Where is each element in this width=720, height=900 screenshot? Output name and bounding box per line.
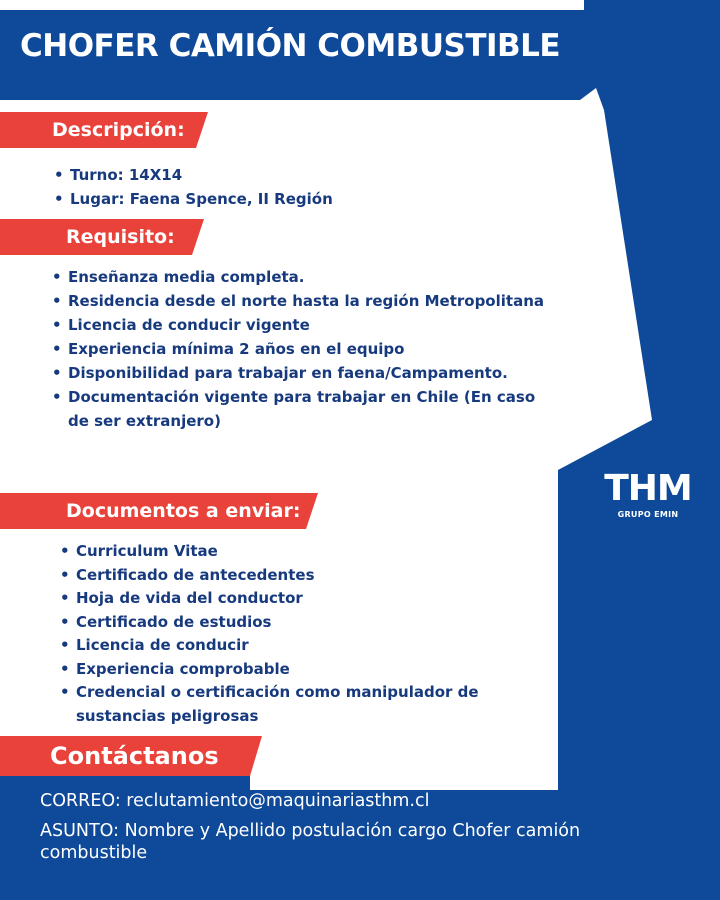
page-title: CHOFER CAMIÓN COMBUSTIBLE	[20, 28, 561, 64]
descripcion-list	[54, 163, 333, 211]
contacto-label	[0, 736, 262, 776]
list-item: • Turno: 14X14	[54, 163, 333, 187]
contact-email: CORREO: reclutamiento@maquinariasthm.cl	[40, 791, 430, 811]
logo-subtitle: GRUPO EMIN	[617, 510, 679, 519]
requisito-label	[0, 219, 204, 255]
documentos-label	[0, 493, 318, 529]
list-item: • Certificado de antecedentes	[60, 564, 530, 588]
list-item: • Curriculum Vitae	[60, 540, 530, 564]
descripcion-label	[0, 112, 208, 148]
list-item: • Experiencia mínima 2 años en el equipo	[52, 337, 552, 361]
list-item: • Licencia de conducir	[60, 634, 530, 658]
list-item: • Documentación vigente para trabajar en Chile (En caso de ser extranjero)	[52, 385, 552, 433]
list-item: • Credencial o certificación como manipulador de sustancias peligrosas	[60, 681, 530, 728]
requisito-list	[52, 265, 552, 433]
logo-name: THM	[604, 468, 692, 509]
list-item: • Residencia desde el norte hasta la región Metropolitana	[52, 289, 552, 313]
descripcion-label-text: Descripción:	[52, 119, 185, 141]
list-item: • Licencia de conducir vigente	[52, 313, 552, 337]
contact-subject: ASUNTO: Nombre y Apellido postulación cargo Chofer camión combustible	[40, 821, 581, 863]
contacto-label-text: Contáctanos	[50, 742, 219, 770]
list-item: • Certificado de estudios	[60, 611, 530, 635]
requisito-label-text: Requisito:	[66, 226, 175, 248]
documentos-list	[60, 540, 530, 728]
list-item: • Disponibilidad para trabajar en faena/Campamento.	[52, 361, 552, 385]
list-item: • Experiencia comprobable	[60, 658, 530, 682]
list-item: • Lugar: Faena Spence, II Región	[54, 187, 333, 211]
list-item: • Hoja de vida del conductor	[60, 587, 530, 611]
documentos-label-text: Documentos a enviar:	[66, 500, 301, 522]
thm-logo	[593, 470, 703, 519]
list-item: • Enseñanza media completa.	[52, 265, 552, 289]
